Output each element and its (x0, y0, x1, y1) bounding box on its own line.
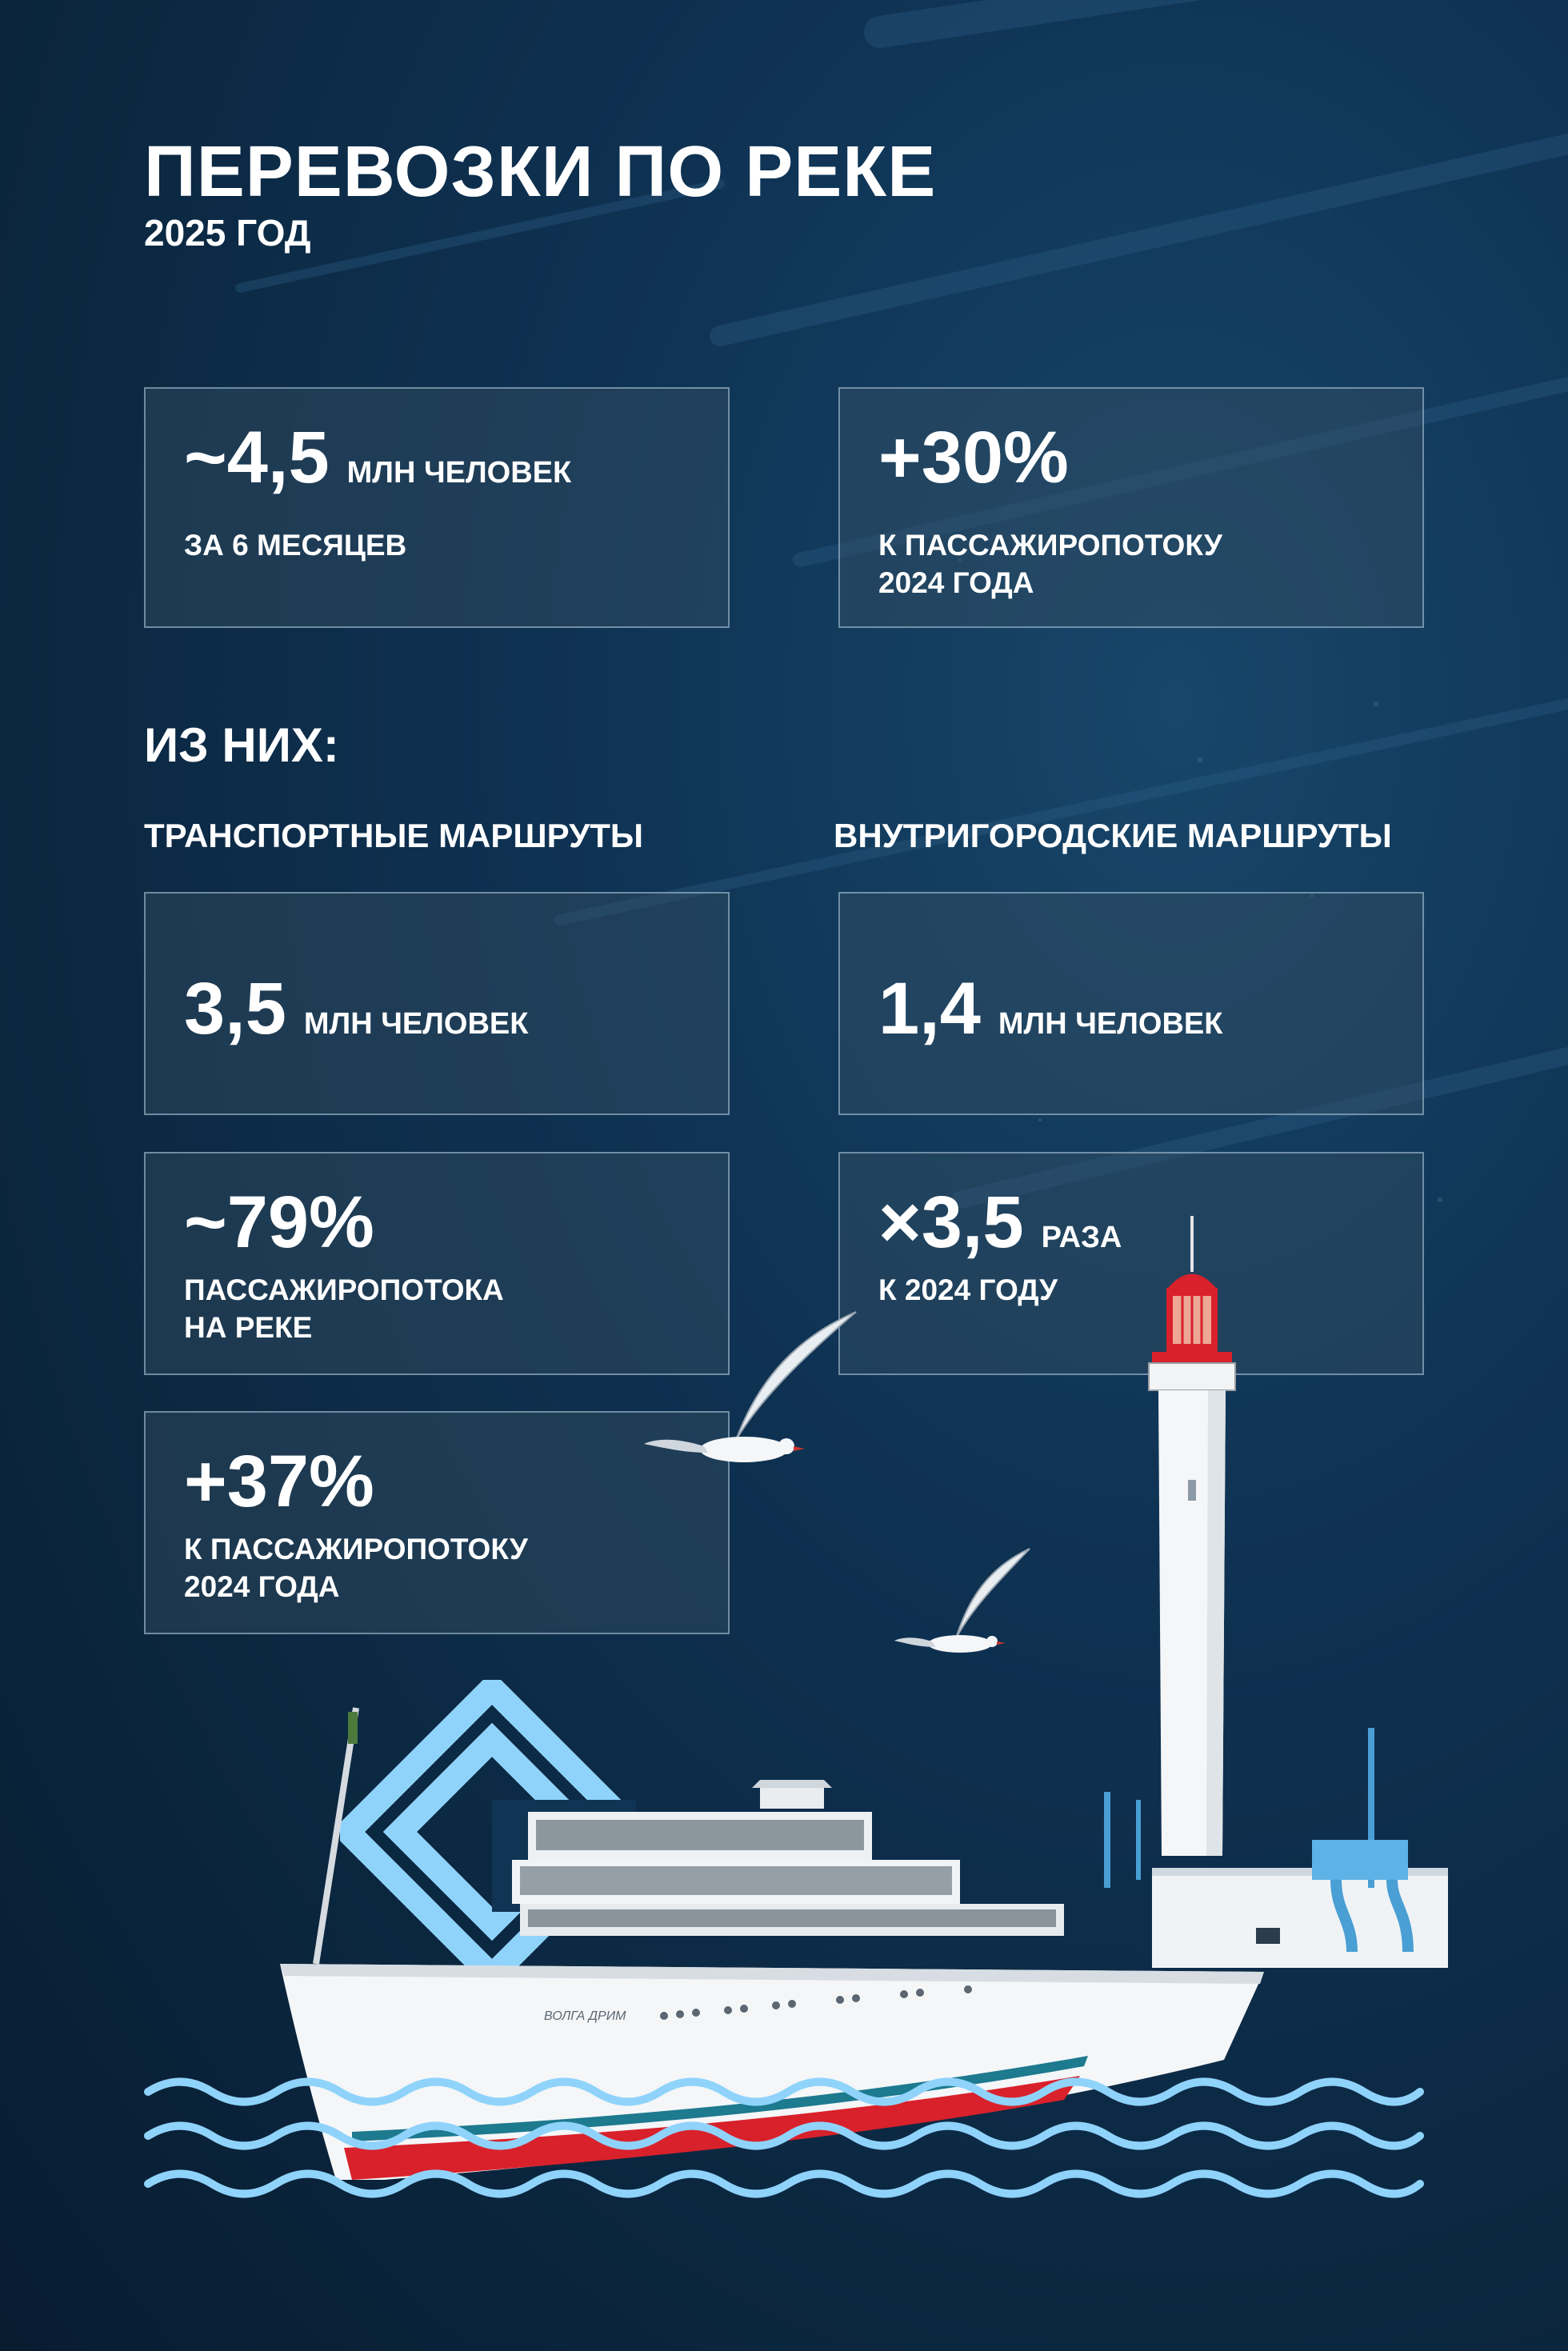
caption-line: К ПАССАЖИРОПОТОКУ (878, 529, 1222, 562)
city-growth-caption: К 2024 ГОДУ (878, 1273, 1058, 1306)
stat-total-growth-value: +30% (878, 417, 1069, 498)
transport-growth-value: +37% (184, 1441, 374, 1522)
city-count-unit: МЛН ЧЕЛОВЕК (998, 1007, 1223, 1041)
transport-growth-caption (184, 1530, 528, 1605)
section-title: ИЗ НИХ: (144, 718, 339, 772)
ship-name-label: ВОЛГА ДРИМ (544, 2009, 626, 2023)
transport-routes-heading: ТРАНСПОРТНЫЕ МАРШРУТЫ (144, 817, 643, 854)
stat-card-total (144, 387, 730, 628)
stat-card-transport-count (144, 892, 730, 1115)
caption-line: К ПАССАЖИРОПОТОКУ (184, 1533, 528, 1565)
transport-share-value: ~79% (184, 1181, 374, 1263)
seagull-icon (640, 1304, 864, 1480)
city-growth-row (878, 1181, 1122, 1263)
stat-total-value: ~4,5 (184, 417, 330, 498)
city-growth-unit: РАЗА (1041, 1221, 1122, 1254)
page-title: ПЕРЕВОЗКИ ПО РЕКЕ (144, 132, 937, 212)
transport-count-row (184, 968, 529, 1050)
page-subtitle: 2025 ГОД (144, 212, 311, 254)
stat-total-unit: МЛН ЧЕЛОВЕК (346, 456, 572, 490)
waves-decoration (144, 2072, 1424, 2216)
seagull-icon (892, 1544, 1036, 1664)
caption-line: ПАССАЖИРОПОТОКА (184, 1273, 504, 1306)
stat-total-caption: ЗА 6 МЕСЯЦЕВ (184, 529, 407, 562)
transport-count-value: 3,5 (184, 968, 286, 1050)
stat-total-value-row (184, 417, 572, 498)
city-routes-heading: ВНУТРИГОРОДСКИЕ МАРШРУТЫ (834, 817, 1392, 854)
stat-card-total-growth (838, 387, 1424, 628)
caption-line: 2024 ГОДА (878, 566, 1034, 599)
transport-count-unit: МЛН ЧЕЛОВЕК (303, 1007, 529, 1041)
caption-line: 2024 ГОДА (184, 1570, 340, 1603)
caption-line: НА РЕКЕ (184, 1311, 313, 1344)
city-count-row (878, 968, 1223, 1050)
transport-share-caption (184, 1271, 504, 1346)
stat-card-city-count (838, 892, 1424, 1115)
city-count-value: 1,4 (878, 968, 981, 1050)
city-growth-value: ×3,5 (878, 1181, 1024, 1263)
stat-total-growth-caption (878, 526, 1222, 602)
